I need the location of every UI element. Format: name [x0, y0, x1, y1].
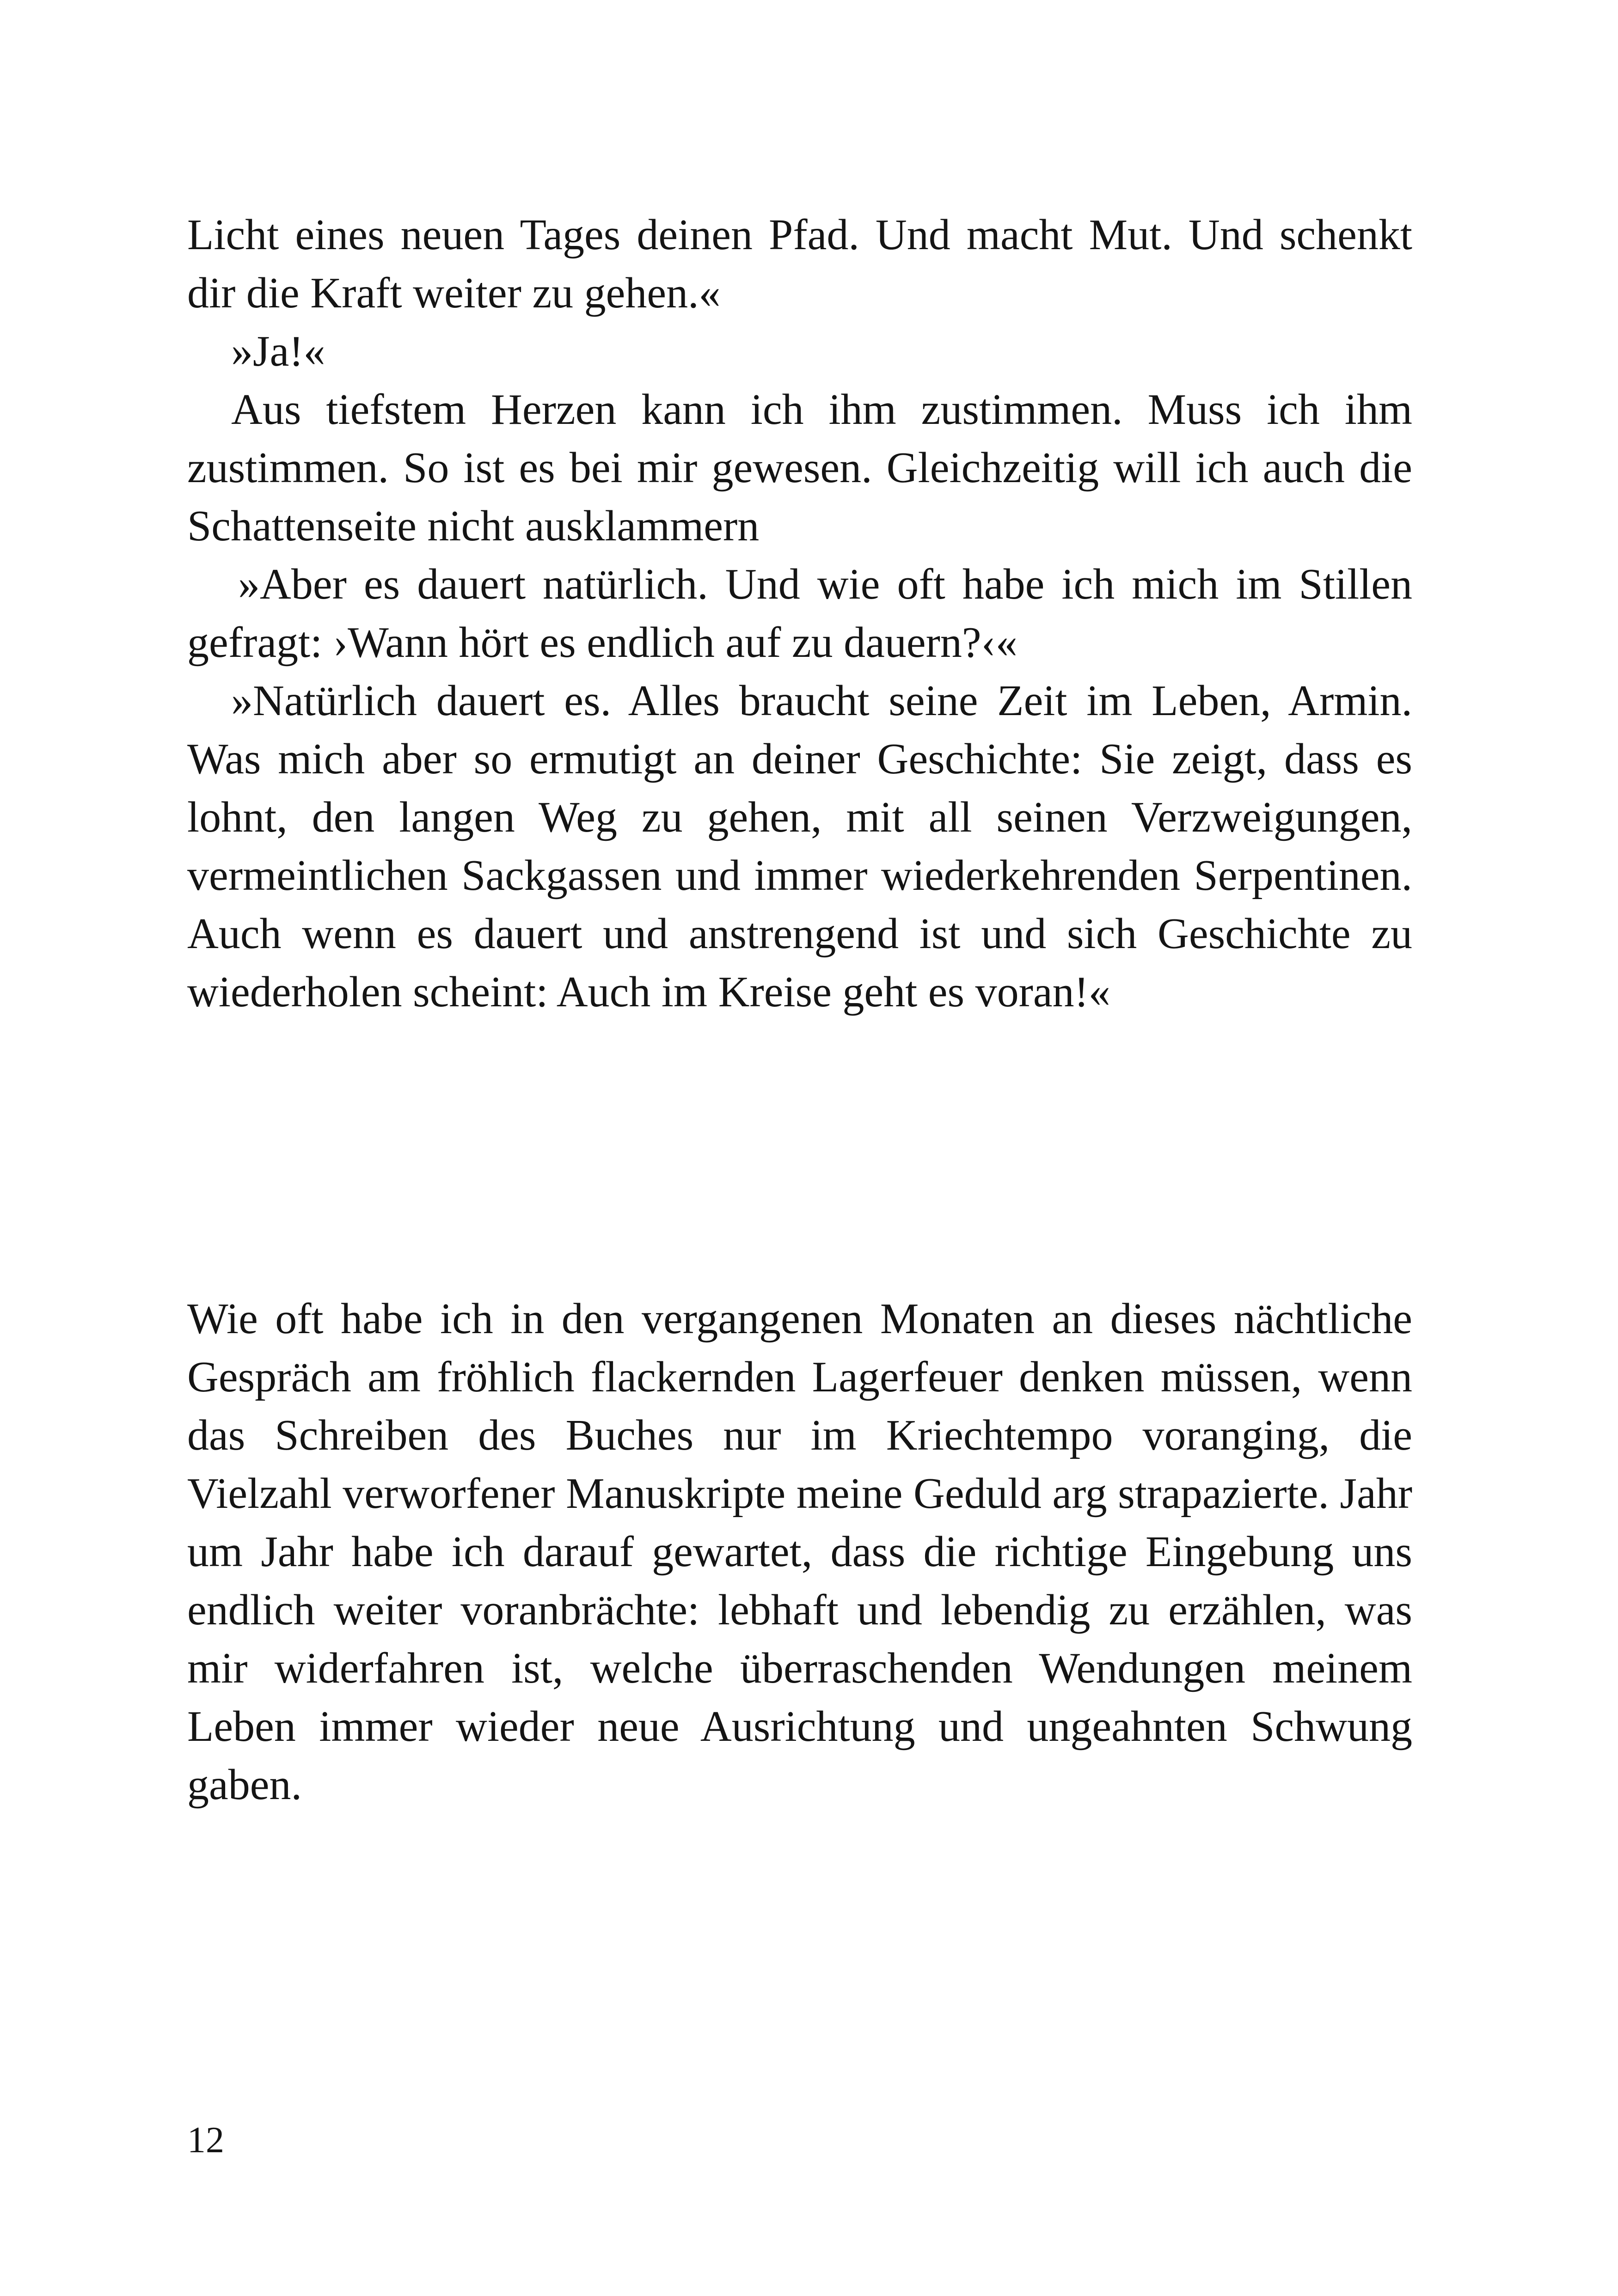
dialogue-section	[187, 206, 1412, 1021]
paragraph-4: »Aber es dauert natürlich. Und wie oft habe ich mich im Stillen gefragt: ›Wann hört es endlich auf zu dauern?‹«	[187, 560, 1412, 667]
paragraph-6: Wie oft habe ich in den vergangenen Monaten an dieses nächtliche Gespräch am fröhlich flackernden Lagerfeuer denken müssen, wenn das Schreiben des Buches nur im Kriechtempo voranging, die Vielzahl verworfener Manuskripte meine Geduld arg strapazierte. Jahr um Jahr habe ich darauf gewartet, dass die richtige Eingebung uns endlich weiter voranbrächte: lebhaft und lebendig zu erzählen, was mir widerfahren ist, welche überraschenden Wendungen meinem Leben immer wieder neue Ausrichtung und ungeahnten Schwung gaben.	[187, 1295, 1412, 1809]
paragraph-3: Aus tiefstem Herzen kann ich ihm zustimmen. Muss ich ihm zustimmen. So ist es bei mir gewesen. Gleichzeitig will ich auch die Schattenseite nicht ausklammern	[187, 386, 1412, 550]
paragraph-5: »Natürlich dauert es. Alles braucht seine Zeit im Leben, Armin. Was mich aber so ermutigt an deiner Geschichte: Sie zeigt, dass es lohnt, den langen Weg zu gehen, mit all seinen Verzweigungen, vermeintlichen Sackgassen und immer wiederkehrenden Serpentinen. Auch wenn es dauert und anstrengend ist und sich Geschichte zu wiederholen scheint: Auch im Kreise geht es voran!«	[187, 677, 1412, 1016]
narrative-section	[187, 1290, 1412, 1814]
paragraph-1: Licht eines neuen Tages deinen Pfad. Und macht Mut. Und schenkt dir die Kraft weiter zu gehen.«	[187, 211, 1412, 317]
page-number: 12	[187, 2120, 224, 2161]
paragraph-2: »Ja!«	[231, 327, 325, 375]
